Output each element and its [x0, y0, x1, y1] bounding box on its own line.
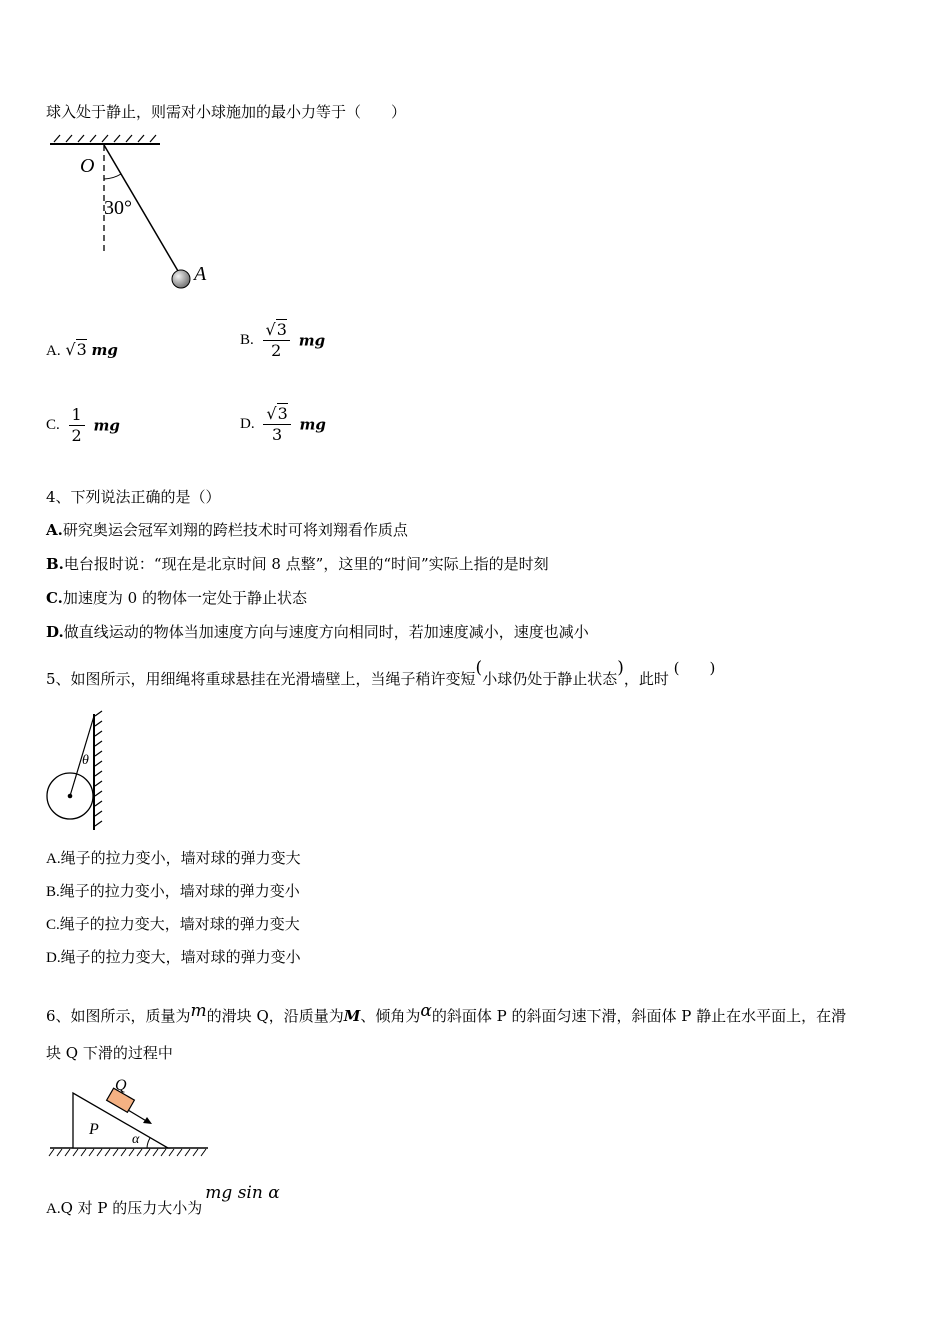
- numerator: 1: [69, 405, 85, 426]
- option-letter: B.: [46, 555, 64, 573]
- label-o: O: [80, 155, 95, 177]
- option-letter: B.: [46, 884, 60, 900]
- q3-option-a[interactable]: [46, 340, 118, 360]
- q5-option-d[interactable]: [46, 946, 301, 967]
- option-text: 电台报时说：“现在是北京时间 8 点整”，这里的“时间”实际上指的是时刻: [63, 555, 549, 573]
- q4-stem: 4、下列说法正确的是（）: [46, 488, 221, 506]
- unit-mg: mg: [299, 415, 326, 434]
- paren-open: (: [475, 658, 483, 678]
- option-text: 绳子的拉力变小，墙对球的弹力变大: [60, 849, 301, 867]
- var-M: M: [343, 1007, 361, 1025]
- q5-option-a[interactable]: [46, 847, 301, 868]
- fraction: $\frac{√3}{3}$: [263, 404, 290, 445]
- q3-option-b[interactable]: [240, 320, 325, 361]
- option-text: Q 对 P 的压力大小为: [60, 1199, 203, 1217]
- unit-mg: mg: [91, 341, 118, 359]
- stem-part: ，此时: [623, 670, 669, 688]
- label-a: A: [194, 263, 207, 285]
- q5-stem: [46, 657, 716, 688]
- stem-part: 5、如图所示，用细绳将重球悬挂在光滑墙壁上，当绳子稍许变短: [46, 670, 476, 688]
- answer-blank: ( ): [673, 659, 716, 677]
- option-text: 绳子的拉力变小，墙对球的弹力变小: [59, 882, 300, 900]
- ground-hatch: [49, 1149, 206, 1156]
- fraction: $\frac{√3}{2}$: [263, 320, 290, 361]
- sqrt-radicand: 3: [76, 340, 87, 359]
- sqrt-symbol: √3: [65, 340, 87, 359]
- stem-part: 的滑块 Q，沿质量为: [206, 1007, 344, 1025]
- incline-figure: [48, 1072, 213, 1162]
- pendulum-figure: [46, 132, 226, 297]
- option-text: 绳子的拉力变大，墙对球的弹力变小: [60, 948, 301, 966]
- paren-close: ): [617, 658, 624, 678]
- option-letter: A.: [46, 851, 61, 867]
- option-letter: C.: [46, 417, 60, 433]
- ball-center: [68, 794, 73, 799]
- option-letter: D.: [46, 623, 64, 641]
- option-text: 加速度为 0 的物体一定处于静止状态: [62, 589, 307, 607]
- ceiling-hatch: [54, 135, 156, 142]
- unit-mg: mg: [298, 331, 326, 350]
- option-text: 绳子的拉力变大，墙对球的弹力变大: [59, 915, 300, 933]
- label-theta: θ: [82, 753, 89, 768]
- q5-option-b[interactable]: [46, 880, 300, 901]
- denominator: 2: [271, 341, 282, 360]
- angle-arc: [104, 174, 121, 179]
- option-letter: A.: [46, 343, 61, 359]
- q6-option-a[interactable]: [46, 1182, 280, 1217]
- unit-mg: mg: [93, 416, 120, 435]
- formula: mg sin α: [205, 1183, 280, 1203]
- stem-part: 的斜面体 P 的斜面匀速下滑，斜面体 P 静止在水平面上，在滑: [431, 1007, 847, 1025]
- fraction: [69, 405, 85, 446]
- wall-hatch: [95, 711, 102, 826]
- label-alpha: α: [132, 1132, 140, 1147]
- sqrt-radicand: 3: [276, 320, 287, 339]
- option-letter: A.: [46, 521, 63, 539]
- q6-stem-line2: 块 Q 下滑的过程中: [46, 1044, 173, 1062]
- option-letter: D.: [46, 950, 61, 966]
- stem-part: 小球仍处于静止状态: [482, 670, 618, 688]
- option-letter: B.: [240, 332, 254, 348]
- option-letter: A.: [46, 1201, 61, 1217]
- label-q: Q: [115, 1077, 127, 1094]
- q4-option-b[interactable]: [46, 553, 549, 574]
- var-m: m: [190, 1001, 207, 1021]
- q3-stem: 球入处于静止，则需对小球施加的最小力等于（ ）: [46, 103, 407, 121]
- denominator: 2: [71, 426, 82, 445]
- label-p: P: [89, 1121, 99, 1138]
- ball-a: [172, 270, 190, 288]
- option-letter: C.: [46, 589, 63, 607]
- sqrt-radicand: 3: [277, 404, 288, 423]
- q4-option-c[interactable]: [46, 587, 307, 608]
- label-angle: 30°: [104, 197, 132, 219]
- q5-option-c[interactable]: [46, 913, 300, 934]
- q3-option-c[interactable]: [46, 405, 120, 446]
- q4-option-d[interactable]: [46, 621, 589, 642]
- option-letter: C.: [46, 917, 60, 933]
- q6-stem-line1: [46, 1000, 847, 1025]
- var-alpha: α: [420, 1001, 432, 1021]
- option-text: 做直线运动的物体当加速度方向与速度方向相同时，若加速度减小，速度也减小: [63, 623, 589, 641]
- option-text: 研究奥运会冠军刘翔的跨栏技术时可将刘翔看作质点: [62, 521, 408, 539]
- wall-ball-figure: [42, 710, 112, 835]
- stem-part: 、倾角为: [360, 1007, 421, 1025]
- q4-option-a[interactable]: [46, 519, 408, 540]
- denominator: 3: [271, 425, 283, 444]
- q3-option-d[interactable]: [240, 404, 326, 445]
- stem-part: 6、如图所示，质量为: [46, 1007, 191, 1025]
- option-letter: D.: [240, 416, 255, 432]
